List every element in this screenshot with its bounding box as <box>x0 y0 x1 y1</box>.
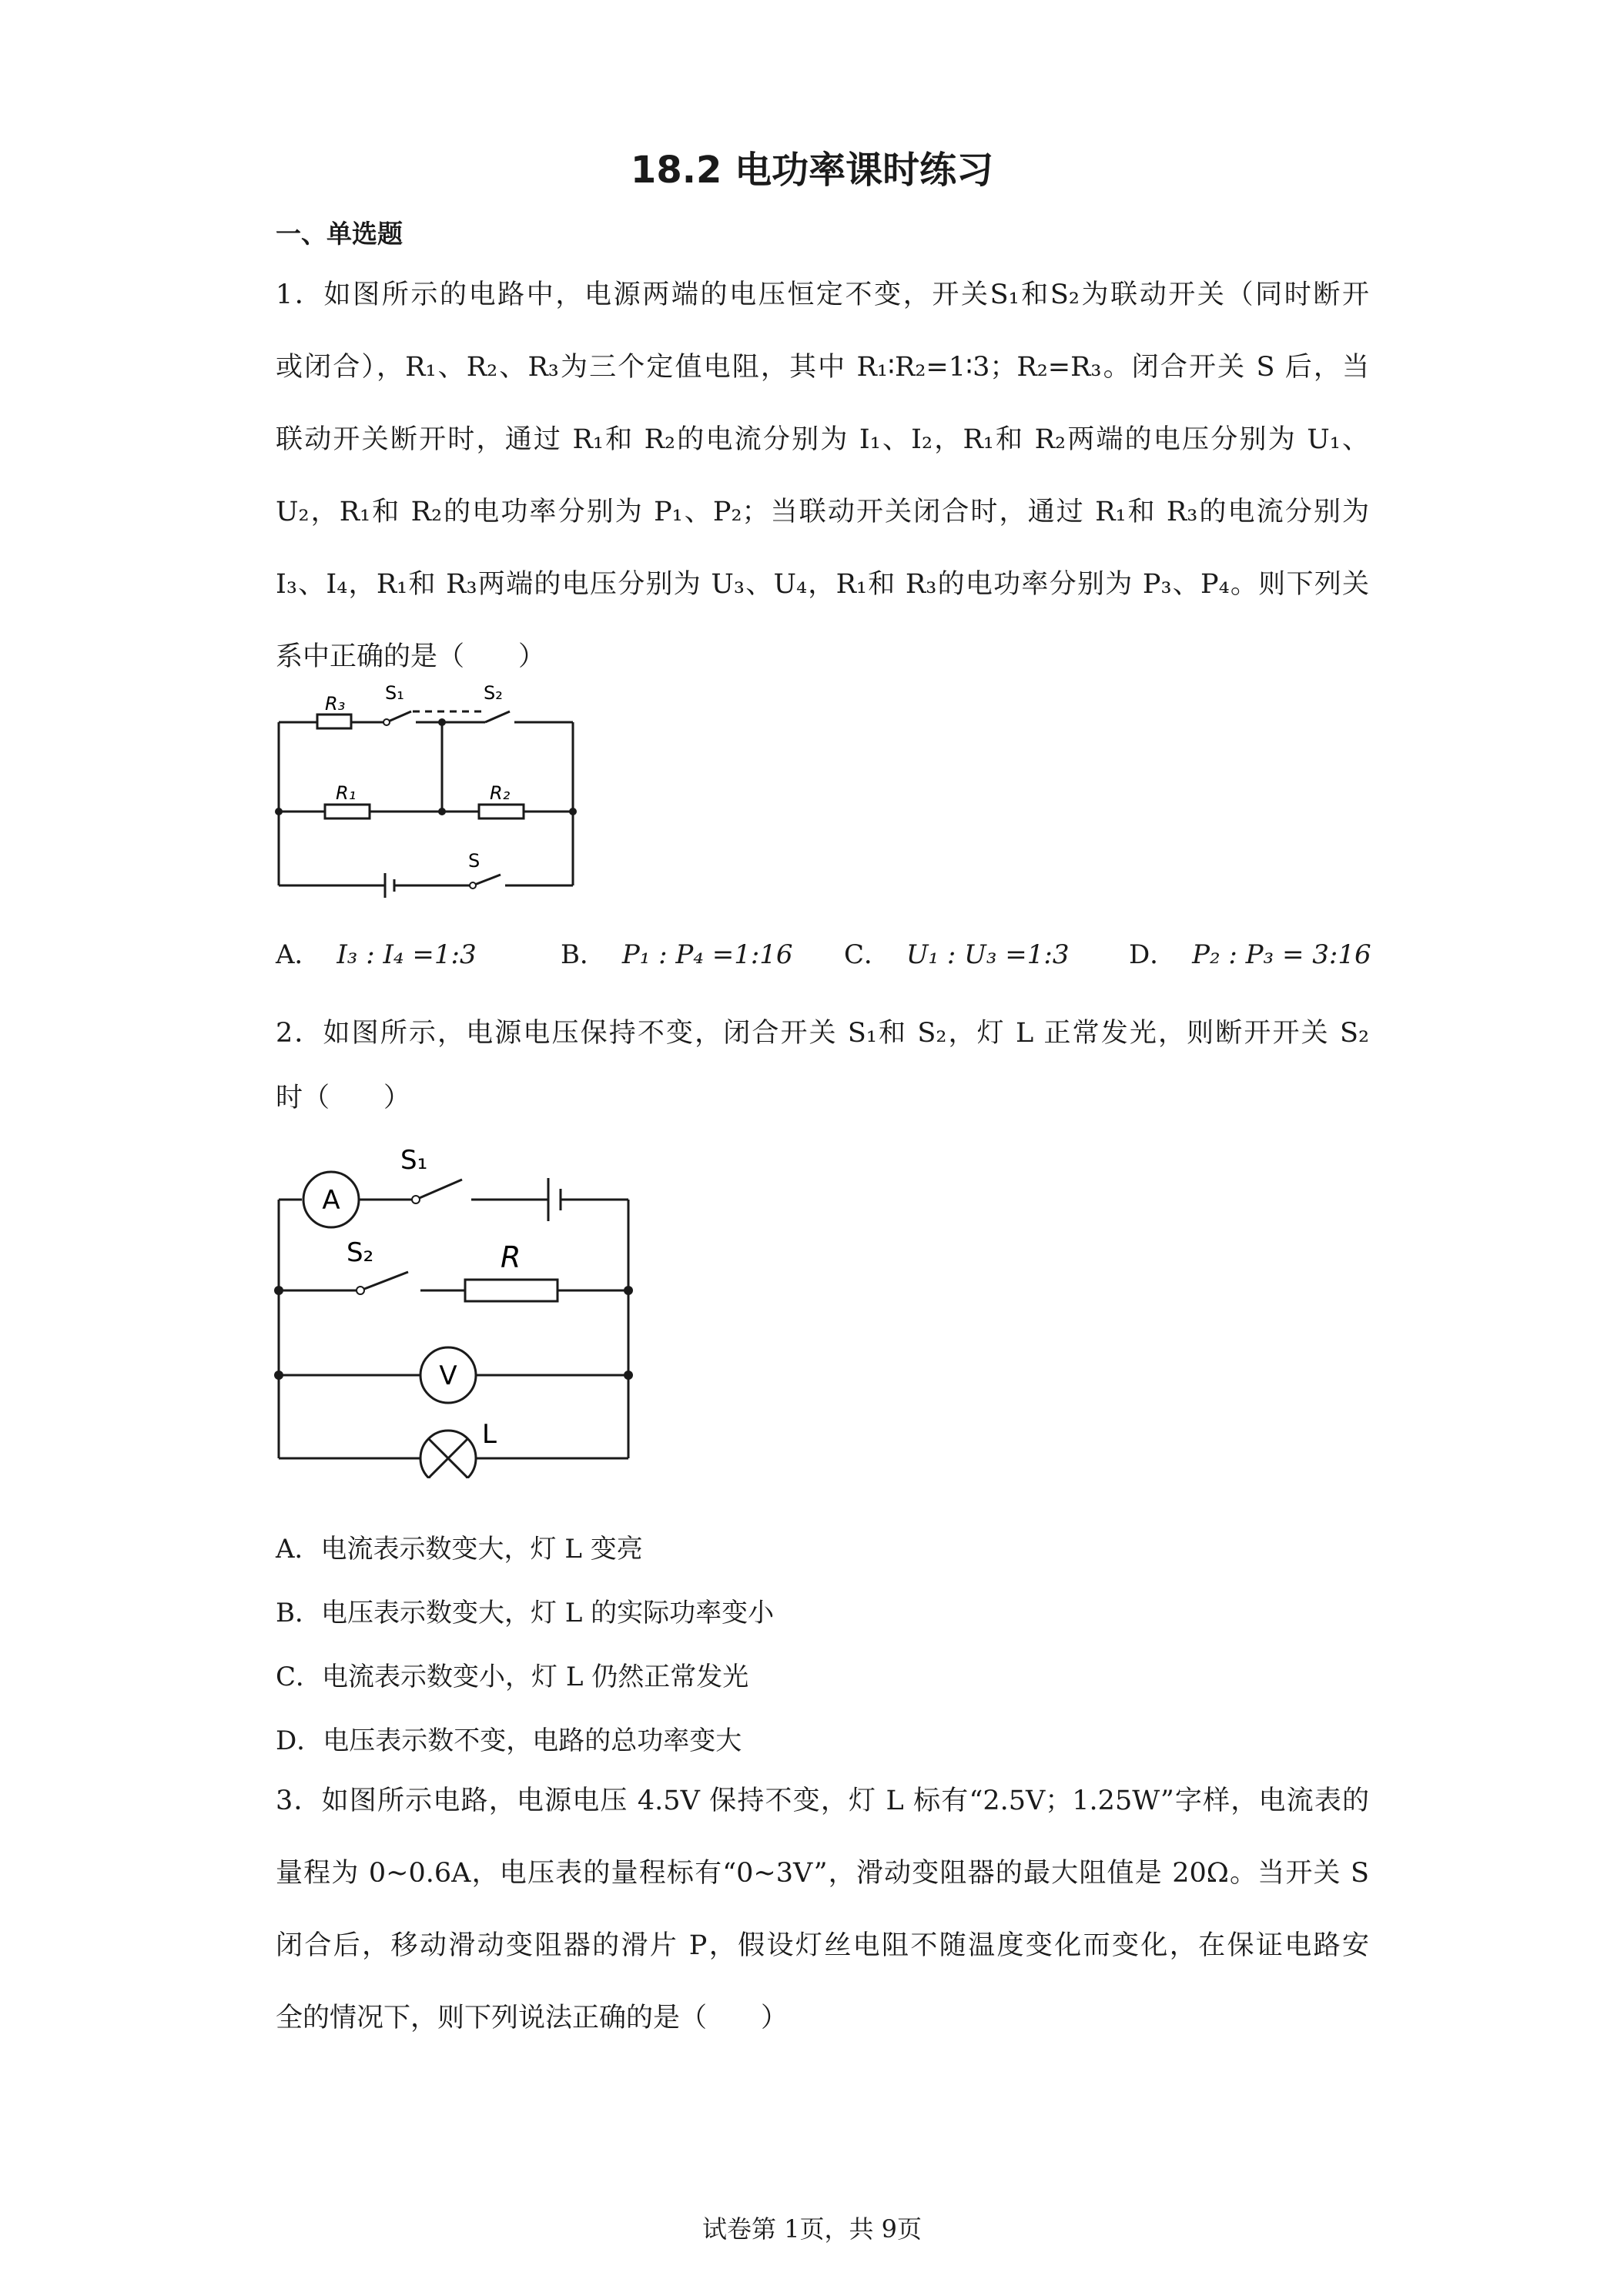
label-s1: S₁ <box>385 682 404 704</box>
option-expression: U₁ : U₃ =1:3 <box>906 939 1070 970</box>
q2-option-c[interactable]: C．电流表示数变小，灯 L 仍然正常发光 <box>276 1662 749 1692</box>
lamp <box>420 1431 476 1478</box>
option-letter: D． <box>1129 939 1177 970</box>
q2-options <box>276 1528 774 1783</box>
option-expression: I₃ : I₄ =1:3 <box>337 939 477 970</box>
q3-line: 全的情况下，则下列说法正确的是（ ） <box>276 2003 789 2033</box>
q2-line: 时（ ） <box>276 1083 411 1113</box>
page-title: 18.2 电功率课时练习 <box>630 149 994 192</box>
q2-circuit-diagram <box>270 1132 647 1478</box>
label-r3: R₃ <box>325 693 346 715</box>
page-footer: 试卷第 1页，共 9页 <box>702 2214 922 2244</box>
label-voltmeter: V <box>439 1361 457 1391</box>
question-3-text <box>276 1765 1369 2054</box>
option-expression: P₂ : P₃ = 3:16 <box>1192 939 1371 970</box>
option-expression: P₁ : P₄ =1:16 <box>621 939 793 970</box>
section-heading: 一、单选题 <box>276 219 403 249</box>
q1-line: 系中正确的是（ ） <box>276 641 546 672</box>
q1-option-a[interactable] <box>276 933 477 971</box>
label-r: R <box>501 1240 521 1274</box>
q1-option-c[interactable] <box>844 933 1069 971</box>
label-s1: S₁ <box>400 1145 428 1176</box>
option-letter: B． <box>561 939 606 970</box>
q1-option-d[interactable] <box>1129 933 1371 971</box>
resistor-r2 <box>479 805 524 818</box>
q1-circuit-diagram <box>270 671 593 902</box>
option-letter: A． <box>276 939 321 970</box>
q1-option-b[interactable] <box>561 933 793 971</box>
question-2-text <box>276 1001 1369 1130</box>
label-r1: R₁ <box>336 782 357 804</box>
resistor-r <box>465 1280 558 1301</box>
label-r2: R₂ <box>490 782 511 804</box>
q2-option-d[interactable]: D．电压表示数不变，电路的总功率变大 <box>276 1725 742 1756</box>
resistor-r1 <box>325 805 370 818</box>
q1-line: U₂，R₁和 R₂的电功率分别为 P₁、P₂；当联动开关闭合时，通过 R₁和 R₃的电流分别为 <box>276 497 1369 527</box>
q1-line: I₃、I₄，R₁和 R₃两端的电压分别为 U₃、U₄，R₁和 R₃的电功率分别为 P₃、P₄。则下列关 <box>276 569 1369 600</box>
q3-line: 闭合后，移动滑动变阻器的滑片 P，假设灯丝电阻不随温度变化而变化，在保证电路安 <box>276 1930 1369 1961</box>
label-ammeter: A <box>322 1185 340 1216</box>
label-s: S <box>468 850 481 872</box>
option-letter: C． <box>844 939 891 970</box>
q3-line: 量程为 0~0.6A，电压表的量程标有“0~3V”，滑动变阻器的最大阻值是 20Ω。当开关 S <box>276 1858 1369 1889</box>
label-lamp: L <box>482 1419 497 1450</box>
q3-line: 3．如图所示电路，电源电压 4.5V 保持不变，灯 L 标有“2.5V；1.25W”字样，电流表的 <box>276 1786 1369 1816</box>
q2-line: 2．如图所示，电源电压保持不变，闭合开关 S₁和 S₂，灯 L 正常发光，则断开开关 S₂ <box>276 1018 1369 1049</box>
resistor-r3 <box>317 715 351 728</box>
q1-line: 联动开关断开时，通过 R₁和 R₂的电流分别为 I₁、I₂，R₁和 R₂两端的电压分别为 U₁、 <box>276 424 1369 455</box>
q2-option-a[interactable]: A．电流表示数变大，灯 L 变亮 <box>276 1534 643 1565</box>
label-s2: S₂ <box>347 1237 374 1268</box>
label-s2: S₂ <box>484 682 503 704</box>
q1-line: 或闭合），R₁、R₂、R₃为三个定值电阻，其中 R₁∶R₂=1∶3；R₂=R₃。闭合开关 S 后，当 <box>276 352 1369 383</box>
q1-line: 1．如图所示的电路中，电源两端的电压恒定不变，开关S₁和S₂为联动开关（同时断开 <box>276 279 1369 310</box>
question-1-text <box>276 259 1369 693</box>
q2-option-b[interactable]: B．电压表示数变大，灯 L 的实际功率变小 <box>276 1598 775 1628</box>
